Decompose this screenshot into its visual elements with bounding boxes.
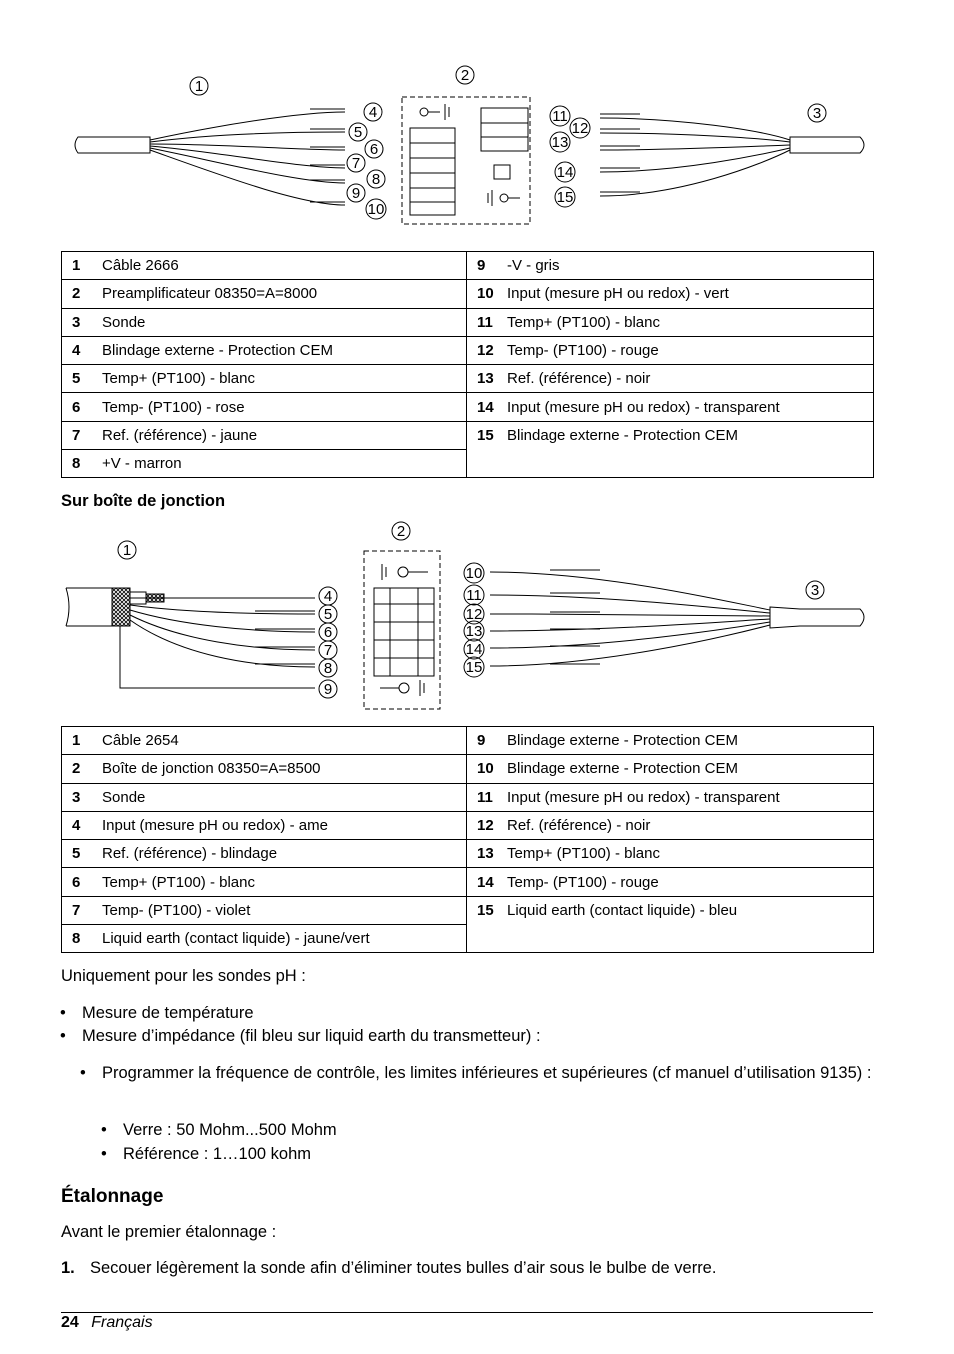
footer-rule — [61, 1312, 873, 1313]
svg-text:11: 11 — [552, 108, 568, 125]
callout-11 — [550, 106, 570, 126]
legend-table-1 — [61, 251, 874, 478]
svg-text:6: 6 — [369, 141, 379, 158]
callout-9 — [347, 184, 365, 202]
legend-table-2 — [61, 726, 874, 953]
table-row: 1 Câble 2666 — [62, 252, 467, 280]
table-row: 5 Temp+ (PT100) - blanc — [62, 365, 467, 393]
callout-6 — [365, 140, 383, 158]
bullet-icon: • — [60, 1027, 66, 1045]
table-row: 6 Temp+ (PT100) - blanc — [62, 868, 467, 896]
svg-text:8: 8 — [323, 660, 333, 677]
table-row: 14 Input (mesure pH ou redox) - transparent — [467, 393, 874, 421]
before-text: Avant le premier étalonnage : — [61, 1223, 277, 1241]
table-row: 4 Blindage externe - Protection CEM — [62, 336, 467, 364]
svg-text:2: 2 — [460, 67, 470, 84]
bullet-verre: • Verre : 50 Mohm...500 Mohm — [101, 1121, 337, 1139]
callout-7 — [347, 154, 365, 172]
footer — [61, 1314, 153, 1332]
svg-text:4: 4 — [368, 104, 378, 121]
callout-8 — [367, 170, 385, 188]
bullet-icon: • — [101, 1121, 107, 1139]
table-row: 14 Temp- (PT100) - rouge — [467, 868, 874, 896]
svg-text:3: 3 — [812, 105, 822, 122]
step-1: 1. Secouer légèrement la sonde afin d’éliminer toutes bulles d’air sous le bulbe de verre. — [61, 1259, 717, 1277]
bullet-icon: • — [80, 1064, 86, 1082]
step-number: 1. — [61, 1259, 75, 1277]
svg-text:12: 12 — [465, 606, 483, 623]
table-row: 3 Sonde — [62, 308, 467, 336]
svg-text:13: 13 — [465, 623, 483, 640]
diagram-caption: Sur boîte de jonction — [61, 492, 226, 510]
table-row: 7 Temp- (PT100) - violet — [62, 896, 467, 924]
callout-5 — [349, 123, 367, 141]
table-row: 4 Input (mesure pH ou redox) - ame — [62, 811, 467, 839]
svg-text:11: 11 — [466, 587, 482, 604]
table-row: 15 Liquid earth (contact liquide) - bleu — [467, 896, 874, 953]
table-row: 12 Temp- (PT100) - rouge — [467, 336, 874, 364]
callout-7 — [319, 641, 337, 659]
table-row: 10 Blindage externe - Protection CEM — [467, 755, 874, 783]
callout-1 — [118, 541, 136, 559]
callout-15 — [464, 657, 484, 677]
callout-13 — [464, 621, 484, 641]
callout-6 — [319, 623, 337, 641]
page-number: 24 — [61, 1314, 79, 1331]
table-row: 8 +V - marron — [62, 450, 467, 478]
svg-text:6: 6 — [323, 624, 333, 641]
bullet-temperature: • Mesure de température — [60, 1004, 254, 1022]
callout-10 — [366, 199, 386, 219]
table-row: 2 Boîte de jonction 08350=A=8500 — [62, 755, 467, 783]
table-row: 1 Câble 2654 — [62, 727, 467, 755]
wiring-diagram-preamplifier — [0, 60, 954, 230]
svg-text:7: 7 — [351, 155, 361, 172]
table-row: 15 Blindage externe - Protection CEM — [467, 421, 874, 478]
footer-language: Français — [91, 1314, 153, 1331]
svg-text:9: 9 — [351, 185, 361, 202]
bullet-programmer: • Programmer la fréquence de contrôle, les limites inférieures et supérieures (cf manuel d’utilisation 9135) : — [80, 1064, 872, 1082]
table-row: 11 Input (mesure pH ou redox) - transparent — [467, 783, 874, 811]
table-row: 13 Temp+ (PT100) - blanc — [467, 840, 874, 868]
callout-8 — [319, 659, 337, 677]
table-row: 3 Sonde — [62, 783, 467, 811]
table-row: 5 Ref. (référence) - blindage — [62, 840, 467, 868]
table-row: 10 Input (mesure pH ou redox) - vert — [467, 280, 874, 308]
svg-text:10: 10 — [465, 565, 483, 582]
svg-text:3: 3 — [810, 582, 820, 599]
table-row: 9 Blindage externe - Protection CEM — [467, 727, 874, 755]
svg-text:8: 8 — [371, 171, 381, 188]
bullet-icon: • — [101, 1145, 107, 1163]
section-heading: Étalonnage — [61, 1186, 164, 1207]
callout-4 — [319, 587, 337, 605]
svg-text:9: 9 — [323, 681, 333, 698]
callout-11 — [464, 585, 484, 605]
callout-10 — [464, 563, 484, 583]
svg-text:5: 5 — [353, 124, 363, 141]
svg-text:13: 13 — [551, 134, 569, 151]
callout-15 — [555, 187, 575, 207]
svg-text:5: 5 — [323, 606, 333, 623]
svg-text:1: 1 — [122, 542, 132, 559]
table-row: 11 Temp+ (PT100) - blanc — [467, 308, 874, 336]
callout-4 — [364, 103, 382, 121]
wiring-diagram-junction-box — [0, 520, 954, 715]
callout-1 — [190, 77, 208, 95]
table-row: 9 -V - gris — [467, 252, 874, 280]
table-row: 13 Ref. (référence) - noir — [467, 365, 874, 393]
table-row: 2 Preamplificateur 08350=A=8000 — [62, 280, 467, 308]
table-row: 12 Ref. (référence) - noir — [467, 811, 874, 839]
svg-text:10: 10 — [367, 201, 385, 218]
callout-3 — [808, 104, 826, 122]
svg-text:15: 15 — [465, 659, 483, 676]
bullet-reference: • Référence : 1…100 kohm — [101, 1145, 312, 1163]
callout-14 — [555, 162, 575, 182]
table-row: 8 Liquid earth (contact liquide) - jaune/vert — [62, 925, 467, 953]
intro-text: Uniquement pour les sondes pH : — [61, 967, 306, 985]
table-row: 7 Ref. (référence) - jaune — [62, 421, 467, 449]
callout-13 — [550, 132, 570, 152]
svg-text:7: 7 — [323, 642, 333, 659]
svg-text:14: 14 — [465, 641, 483, 658]
svg-text:14: 14 — [556, 164, 574, 181]
callout-9 — [319, 680, 337, 698]
svg-text:15: 15 — [556, 189, 574, 206]
svg-text:4: 4 — [323, 588, 333, 605]
callout-3 — [806, 581, 824, 599]
svg-text:1: 1 — [194, 78, 204, 95]
callout-12 — [570, 118, 590, 138]
callout-5 — [319, 605, 337, 623]
callout-14 — [464, 639, 484, 659]
callout-2 — [456, 66, 474, 84]
callout-2 — [392, 522, 410, 540]
table-row: 6 Temp- (PT100) - rose — [62, 393, 467, 421]
bullet-impedance: • Mesure d’impédance (fil bleu sur liquid earth du transmetteur) : — [60, 1027, 541, 1045]
bullet-icon: • — [60, 1004, 66, 1022]
svg-text:12: 12 — [571, 120, 589, 137]
svg-text:2: 2 — [396, 523, 406, 540]
